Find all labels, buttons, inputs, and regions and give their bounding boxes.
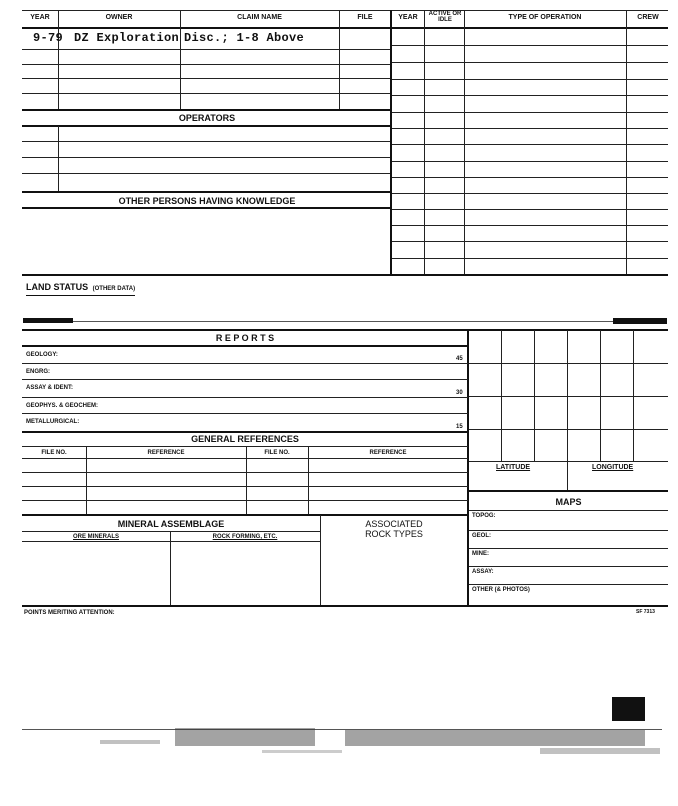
maps-title: MAPS [555,497,582,507]
report-row-assay: ASSAY & IDENT: [26,385,74,391]
other-persons-title: OTHER PERSONS HAVING KNOWLEDGE [118,196,296,206]
maps-row-geol: GEOL: [472,533,491,539]
mineral-assemblage-title: MINERAL ASSEMBLAGE [117,519,225,529]
claim-row-claim-name: Disc.; 1-8 Above [184,31,305,45]
report-row-assay-num: 30 [456,390,463,396]
general-references-title: GENERAL REFERENCES [191,434,299,444]
associated-rock-types-line1: ASSOCIATED [365,519,423,529]
report-row-metallurgical-num: 15 [456,424,463,430]
claim-row-owner: DZ Exploration [74,31,180,45]
gr-header-reference-1: REFERENCE [147,450,185,456]
report-row-geology: GEOLOGY: [26,352,58,358]
rock-forming-header: ROCK FORMING, ETC. [212,534,278,540]
ops-header-crew: CREW [637,14,659,21]
scan-block [612,697,645,721]
associated-rock-types-line2: ROCK TYPES [365,529,423,539]
header-claim-name: CLAIM NAME [237,14,282,21]
land-status-label: LAND STATUS [26,282,89,292]
ops-header-year: YEAR [398,14,418,21]
latitude-label: LATITUDE [496,464,531,471]
redaction-mark-left [23,318,73,323]
gr-header-file-no-1: FILE NO. [41,450,67,456]
report-row-geology-num: 45 [456,356,463,362]
maps-row-mine: MINE: [472,551,489,557]
reports-title: R E P O R T S [215,333,275,343]
operators-title: OPERATORS [178,113,236,123]
gr-header-file-no-2: FILE NO. [264,450,290,456]
header-owner: OWNER [105,14,133,21]
ops-header-active-idle: ACTIVE OR IDLE [428,11,462,23]
gr-header-reference-2: REFERENCE [369,450,407,456]
maps-row-topog: TOPOG: [472,513,496,519]
report-row-geophys: GEOPHYS. & GEOCHEM: [26,403,99,409]
form-code: SF 7313 [636,609,655,615]
ore-minerals-header: ORE MINERALS [72,534,119,540]
redaction-mark-right [613,318,667,324]
header-year: YEAR [30,14,50,21]
land-status-sublabel: (OTHER DATA) [92,286,136,292]
report-row-engrg: ENGRG: [26,369,50,375]
points-meriting-label: POINTS MERITING ATTENTION: [24,610,115,616]
ops-header-type-of-operation: TYPE OF OPERATION [508,14,582,21]
report-row-metallurgical: METALLURGICAL: [26,419,80,425]
maps-row-assay: ASSAY: [472,569,494,575]
claim-row-year: 9-79 [33,31,64,45]
maps-row-other: OTHER (& PHOTOS) [472,587,530,593]
header-file: FILE [357,14,373,21]
longitude-label: LONGITUDE [592,464,634,471]
